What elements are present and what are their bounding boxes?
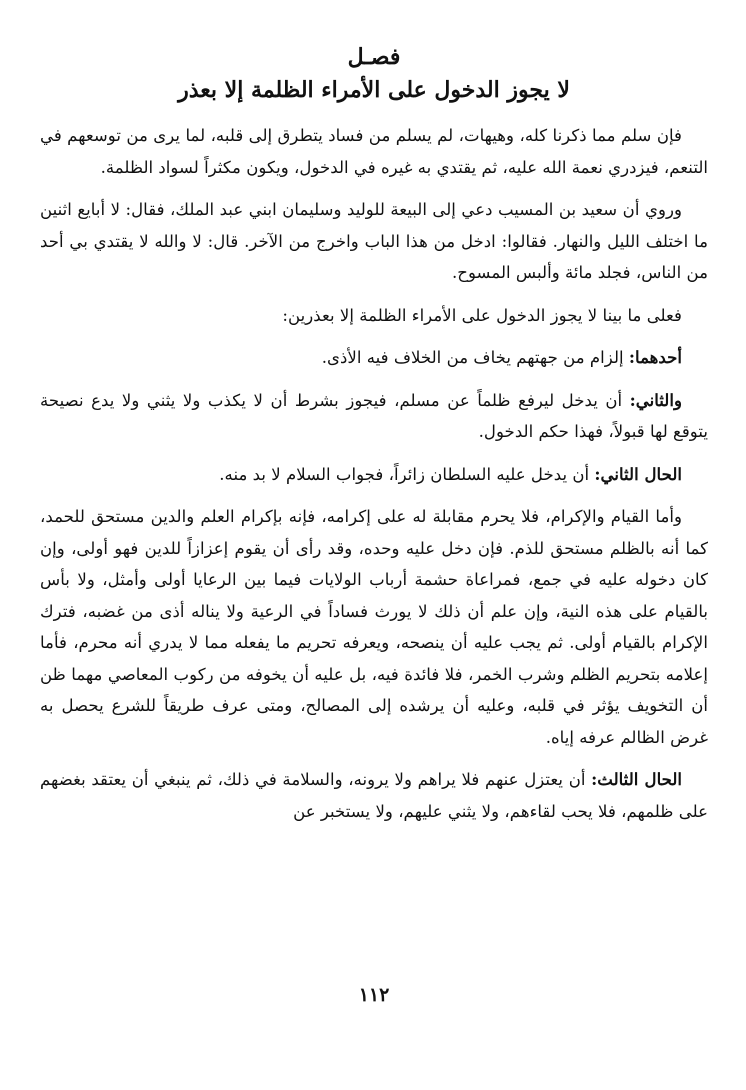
paragraph-text: وروي أن سعيد بن المسيب دعي إلى البيعة للوليد وسليمان ابني عبد الملك، فقال: لا أبايع اثنين ما اختلف الليل والنهار. فقالوا: ادخل من هذا الباب واخرج من الآخر. قال: لا والله لا يقتدي بي أحد من الناس، فجلد مائة وألبس المسوح.: [40, 200, 708, 282]
body-text: [40, 120, 708, 827]
paragraph-6: [40, 459, 708, 491]
paragraph-text: إلزام من جهتهم يخاف من الخلاف فيه الأذى.: [321, 348, 624, 367]
paragraph-text: وأما القيام والإكرام، فلا يحرم مقابلة له على إكرامه، فإنه بإكرام العلم والدين مستحق للحمد، كما أنه بالظلم مستحق للذم. فإن دخل عليه وحده، وقد رأى أن يقوم إعزازاً للدين فهو أولى، وإن كان دخوله عليه في جمع، فمراعاة حشمة أرباب الولايات فيما بين الرعايا أولى وأمثل، ولا بأس بالقيام على هذه النية، وإن علم أن ذلك لا يورث فساداً في الرعية ولا يناله أذى من غضبه، فترك الإكرام بالقيام أولى. ثم يجب عليه أن ينصحه، ويعرفه تحريم ما يفعله مما لا يدري أنه محرم، فأما إعلامه بتحريم الظلم وشرب الخمر، فلا فائدة فيه، بل عليه أن يخوفه من ركوب المعاصي مهما ظن أن التخويف يؤثر في قلبه، وعليه أن يرشده إلى المصالح، ومتى عرف طريقاً للشرع يحصل به غرض الظالم عرفه إياه.: [40, 507, 708, 747]
page-number: ١١٢: [358, 984, 390, 1006]
paragraph-4: [40, 342, 708, 374]
paragraph-1: [40, 120, 708, 183]
paragraph-8: [40, 764, 708, 827]
paragraph-text: أن يعتزل عنهم فلا يراهم ولا يرونه، والسلامة في ذلك، ثم ينبغي أن يعتقد بغضهم على ظلمهم، فلا يحب لقاءهم، ولا يثني عليهم، ولا يستخبر عن: [40, 770, 708, 821]
paragraph-7: [40, 501, 708, 753]
paragraph-text: فإن سلم مما ذكرنا كله، وهيهات، لم يسلم من فساد يتطرق إلى قلبه، لما يرى من توسعهم في التنعم، فيزدري نعمة الله عليه، ثم يقتدي به غيره في الدخول، ويكون مكثراً لسواد الظلمة.: [40, 126, 708, 177]
paragraph-lead: الحال الثالث:: [591, 769, 682, 789]
section-label: فصـل: [347, 44, 401, 70]
document-page: [40, 28, 708, 1068]
paragraph-text: فعلى ما بينا لا يجوز الدخول على الأمراء الظلمة إلا بعذرين:: [282, 305, 682, 325]
paragraph-5: [40, 385, 708, 448]
chapter-title: لا يجوز الدخول على الأمراء الظلمة إلا بعذر: [178, 77, 570, 103]
paragraph-lead: الحال الثاني:: [594, 463, 682, 484]
paragraph-text: أن يدخل عليه السلطان زائراً، فجواب السلام لا بد منه.: [219, 464, 590, 484]
paragraph-lead: والثاني:: [629, 389, 682, 410]
paragraph-lead: أحدهما:: [628, 347, 682, 367]
paragraph-3: [40, 300, 708, 332]
chapter-header: [40, 42, 708, 106]
paragraph-2: [40, 194, 708, 289]
paragraph-text: أن يدخل ليرفع ظلماً عن مسلم، فيجوز بشرط أن لا يكذب ولا يثني ولا يدع نصيحة يتوقع لها قبولاً، فهذا حكم الدخول.: [40, 390, 708, 441]
